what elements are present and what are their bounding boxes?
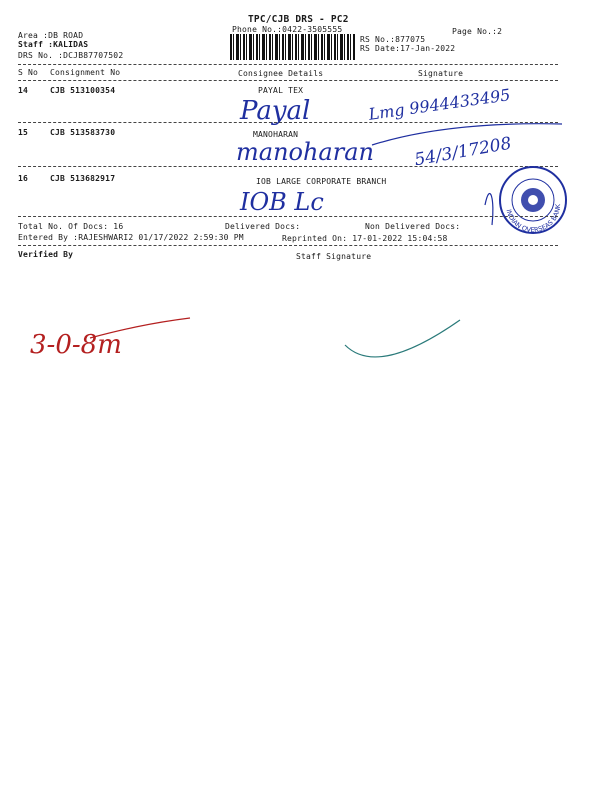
page-number: Page No.:2 <box>452 27 503 36</box>
barcode <box>230 34 355 60</box>
bank-seal <box>498 165 568 235</box>
divider <box>18 64 558 65</box>
total-docs: Total No. Of Docs: 16 <box>18 222 124 231</box>
row-consignee: PAYAL TEX <box>258 86 304 95</box>
row-consignment: CJB 513583730 <box>50 128 116 137</box>
rs-date: RS Date:17-Jan-2022 <box>360 44 456 53</box>
handwritten-name: Payal <box>240 96 311 126</box>
col-sno: S No <box>18 68 39 77</box>
divider <box>18 216 558 217</box>
row-consignment: CJB 513100354 <box>50 86 116 95</box>
seal-text: INDIAN OVERSEAS BANK <box>504 203 563 235</box>
area-label: Area :DB ROAD <box>18 31 84 40</box>
row-sno: 15 <box>18 128 29 137</box>
divider <box>18 80 558 81</box>
document-title: TPC/CJB DRS - PC2 <box>248 14 349 25</box>
row-consignee: IOB LARGE CORPORATE BRANCH <box>256 177 387 186</box>
drs-number: DRS No. :DCJB87707502 <box>18 51 124 60</box>
row-sno: 14 <box>18 86 29 95</box>
handwritten-name: IOB Lc <box>240 188 324 216</box>
reprinted-on: Reprinted On: 17-01-2022 15:04:58 <box>282 234 448 243</box>
delivered-docs: Delivered Docs: <box>225 222 301 231</box>
row-consignee: MANOHARAN <box>253 130 299 139</box>
handwritten-annotation: 3-0-8m <box>30 330 122 360</box>
divider <box>18 166 558 167</box>
handwritten-signature: 54/3/17208 <box>413 133 513 171</box>
col-signature: Signature <box>418 69 464 78</box>
staff-label: Staff :KALIDAS <box>18 40 89 49</box>
rs-number: RS No.:877075 <box>360 35 426 44</box>
col-consignee: Consignee Details <box>238 69 324 78</box>
entered-by: Entered By :RAJESHWARI2 01/17/2022 2:59:30 PM <box>18 233 244 242</box>
row-consignment: CJB 513682917 <box>50 174 116 183</box>
phone-number: Phone No.:0422-3505555 <box>232 25 343 34</box>
non-delivered-docs: Non Delivered Docs: <box>365 222 461 231</box>
verified-by: Verified By <box>18 250 74 259</box>
handwritten-signature: Lmg 9944433495 <box>367 85 512 124</box>
staff-signature: Staff Signature <box>296 252 372 261</box>
col-consignment: Consignment No <box>50 68 121 77</box>
row-sno: 16 <box>18 174 29 183</box>
divider <box>18 245 558 246</box>
divider <box>18 122 558 123</box>
handwritten-name: manoharan <box>236 138 374 166</box>
